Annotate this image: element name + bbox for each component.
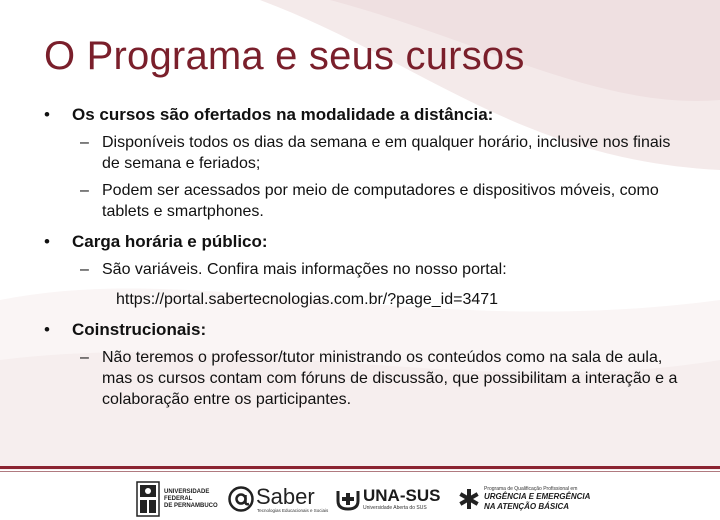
unasus-symbol-icon [336, 487, 360, 511]
section-coinstrucionais [44, 319, 684, 341]
saber-subtitle: Tecnologias Educacionais e Sociais [257, 507, 329, 513]
footer-logos [0, 476, 720, 520]
sub-item-text: Não teremos o professor/tutor ministrando os conteúdos como na sala de aula, mas os cursos contam com fóruns de discussão, que possibilitam a interação e a colaboração entre os participantes. [102, 349, 678, 408]
bullet: • [44, 320, 50, 339]
programa-line1: Programa de Qualificação Profissional em [484, 486, 578, 492]
dash: – [80, 261, 89, 278]
footer-rule-thin [0, 471, 720, 472]
bullet: • [44, 105, 50, 124]
unasus-logo [336, 480, 440, 518]
bullet: • [44, 232, 50, 251]
ufpe-logo [136, 480, 218, 518]
sub-item [44, 132, 684, 174]
slide-content [44, 104, 684, 410]
section-heading: Os cursos são ofertados na modalidade a distância: [72, 105, 494, 124]
sub-item-text: Podem ser acessados por meio de computadores e dispositivos móveis, como tablets e smartphones. [102, 182, 659, 220]
unasus-brand: UNA-SUS [363, 486, 441, 505]
portal-link[interactable]: https://portal.sabertecnologias.com.br/?page_id=3471 [116, 291, 499, 308]
at-sign-icon [228, 486, 254, 512]
sub-item [44, 347, 684, 410]
footer-rule [0, 466, 720, 469]
programa-line3: NA ATENÇÃO BÁSICA [484, 502, 570, 511]
dash: – [80, 182, 89, 199]
sub-item [44, 180, 684, 222]
unasus-subtitle: Universidade Aberta do SUS [363, 505, 427, 511]
sub-item [44, 259, 684, 280]
ufpe-line3: DE PERNAMBUCO [164, 502, 218, 509]
sub-item-text: São variáveis. Confira mais informações no nosso portal: [102, 261, 507, 278]
programa-logo [458, 480, 590, 518]
star-of-life-icon [458, 488, 480, 510]
section-heading: Coinstrucionais: [72, 320, 207, 339]
programa-line2: URGÊNCIA E EMERGÊNCIA [484, 492, 591, 501]
slide-title: O Programa e seus cursos [44, 34, 525, 78]
section-heading: Carga horária e público: [72, 232, 268, 251]
dash: – [80, 134, 89, 151]
dash: – [80, 349, 89, 366]
saber-logo [228, 480, 328, 518]
ufpe-crest-icon [136, 481, 160, 517]
sub-item-text: Disponíveis todos os dias da semana e em qualquer horário, inclusive nos finais de semana e feriados; [102, 134, 671, 172]
section-carga-horaria [44, 231, 684, 253]
section-modalidade [44, 104, 684, 126]
ufpe-line2: FEDERAL [164, 495, 193, 502]
saber-brand: Saber [256, 483, 315, 509]
ufpe-line1: UNIVERSIDADE [164, 488, 210, 495]
